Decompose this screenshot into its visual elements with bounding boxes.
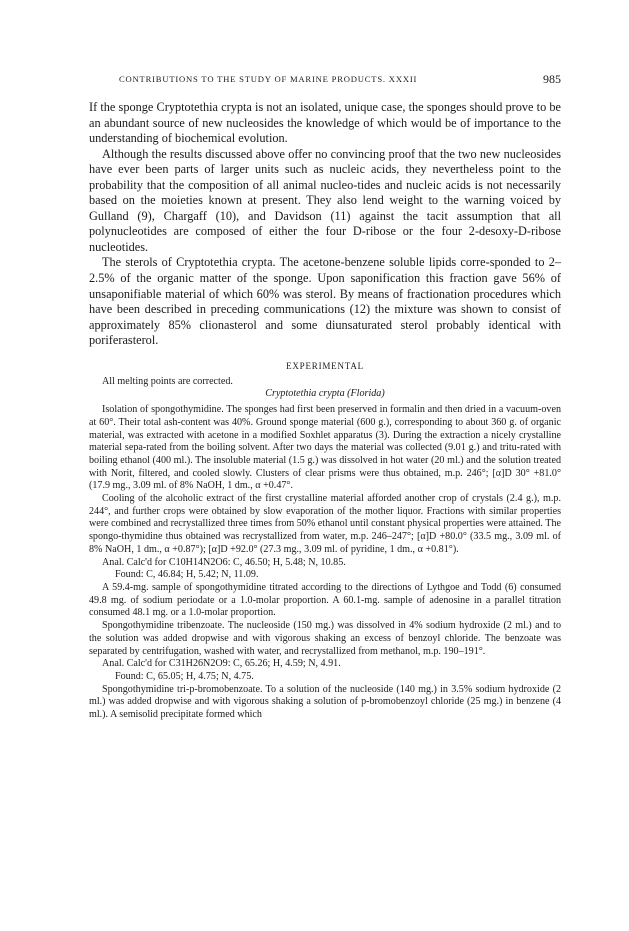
paragraph-3-sterols: The sterols of Cryptotethia crypta. The acetone-benzene soluble lipids corre-sponded to 2–2.5% of the organic matter of the sponge. Upon saponification this fraction gave 56% of unsaponifiable material of which 60% was sterol. By means of fractionation procedures which have been described in preceding communications (12) the mixture was shown to consist of approximately 85% clionasterol and some diunsaturated sterol probably identical with poriferasterol. xyxy=(89,255,561,348)
isolation-paragraph: Isolation of spongothymidine. The sponges had first been preserved in formalin and then dried in a vacuum-oven at 60°. Their total ash-content was 40%. Ground sponge material (600 g.), corresponding to about 360 g. of organic material, was extracted with acetone in a modified Soxhlet apparatus (3). During the extraction a nicely crystalline material sepa-rated from the boiling solvent. After two days the material was collected (9.01 g.) and tritu-rated with boiling ethanol (400 ml.). The insoluble material (1.5 g.) was dissolved in hot water (20 ml.) and the solution treated with Norit, filtered, and cooled slowly. Clusters of clear prisms were thus obtained, m.p. 246°; [α]D 30° +81.0° (17.9 mg., 3.09 ml. of 8% NaOH, 1 dm., α +0.47°. xyxy=(89,404,561,492)
paragraph-2: Although the results discussed above offer no convincing proof that the two new nucleosides have ever been parts of larger units such as nucleic acids, they nevertheless point to the probability that the composition of all animal nucleo-tides and nucleic acids is not necessarily based on the moieties known at present. They also lend weight to the warning voiced by Gulland (9), Chargaff (10), and Davidson (11) against the tacit assumption that all polynucleotides are composed of either the four D-ribose or the four 2-desoxy-D-ribose nucleotides. xyxy=(89,146,561,254)
bromobenzoate-paragraph: Spongothymidine tri-p-bromobenzoate. To a solution of the nucleoside (140 mg.) in 3.5% sodium hydroxide (2 ml.) was added dropwise and with vigorous shaking a solution of p-bromobenzoyl chloride (25 mg.) in benzene (4 ml.). A semisolid precipitate formed which xyxy=(89,683,561,721)
subheading-species xyxy=(89,388,561,401)
crystallization-paragraph: Cooling of the alcoholic extract of the first crystalline material afforded another crop of crystals (2.4 g.), m.p. 244°, and further crops were obtained by slow evaporation of the mother liquor. Fractions with similar properties were combined and recrystallized three times from 50% ethanol until constant physical properties were attained. The spongo-thymidine thus obtained was recrystallized from water, m.p. 246–247°; [α]D +80.0° (33.5 mg., 3.09 ml. of 8% NaOH, 1 dm., α +0.87°); [α]D +92.0° (27.3 mg., 3.09 ml. of pyridine, 1 dm., α +0.81°). xyxy=(89,493,561,555)
page-number: 985 xyxy=(543,72,561,86)
analysis-calculated-1: Anal. Calc'd for C10H14N2O6: C, 46.50; H, 5.48; N, 10.85. xyxy=(102,556,346,568)
main-text xyxy=(89,100,561,722)
subheading-species-text: Cryptotethia crypta (Florida) xyxy=(265,388,385,400)
melting-points-note: All melting points are corrected. xyxy=(102,375,233,387)
paragraph-1: If the sponge Cryptotethia crypta is not an isolated, unique case, the sponges should prove to be an abundant source of new nucleosides the knowledge of which would be of importance to the understanding of biochemical evolution. xyxy=(89,100,561,146)
analysis-found-1: Found: C, 46.84; H, 5.42; N, 11.09. xyxy=(115,569,259,581)
experimental-section xyxy=(89,376,561,722)
running-title: CONTRIBUTIONS TO THE STUDY OF MARINE PRODUCTS. XXXII xyxy=(119,74,418,84)
section-heading-experimental: EXPERIMENTAL xyxy=(286,360,364,371)
tribenzoate-paragraph: Spongothymidine tribenzoate. The nucleoside (150 mg.) was dissolved in 4% sodium hydroxide (2 ml.) and to the solution was added dropwise and with vigorous shaking an excess of benzoyl chloride. The benzoate was separated by centrifugation, washed with water, and recrystallized from methanol, m.p. 190–191°. xyxy=(89,620,561,657)
periodate-titration-paragraph: A 59.4-mg. sample of spongothymidine titrated according to the directions of Lythgoe and Todd (6) consumed 49.8 mg. of sodium periodate or a 1.0-molar proportion. A 60.1-mg. sample of adenosine in a parallel titration consumed 48.1 mg. or a 1.0-molar proportion. xyxy=(89,582,561,619)
running-header xyxy=(89,72,561,88)
analysis-calculated-2: Anal. Calc'd for C31H26N2O9: C, 65.26; H, 4.59; N, 4.91. xyxy=(102,658,341,670)
analysis-found-2: Found: C, 65.05; H, 4.75; N, 4.75. xyxy=(115,670,254,682)
